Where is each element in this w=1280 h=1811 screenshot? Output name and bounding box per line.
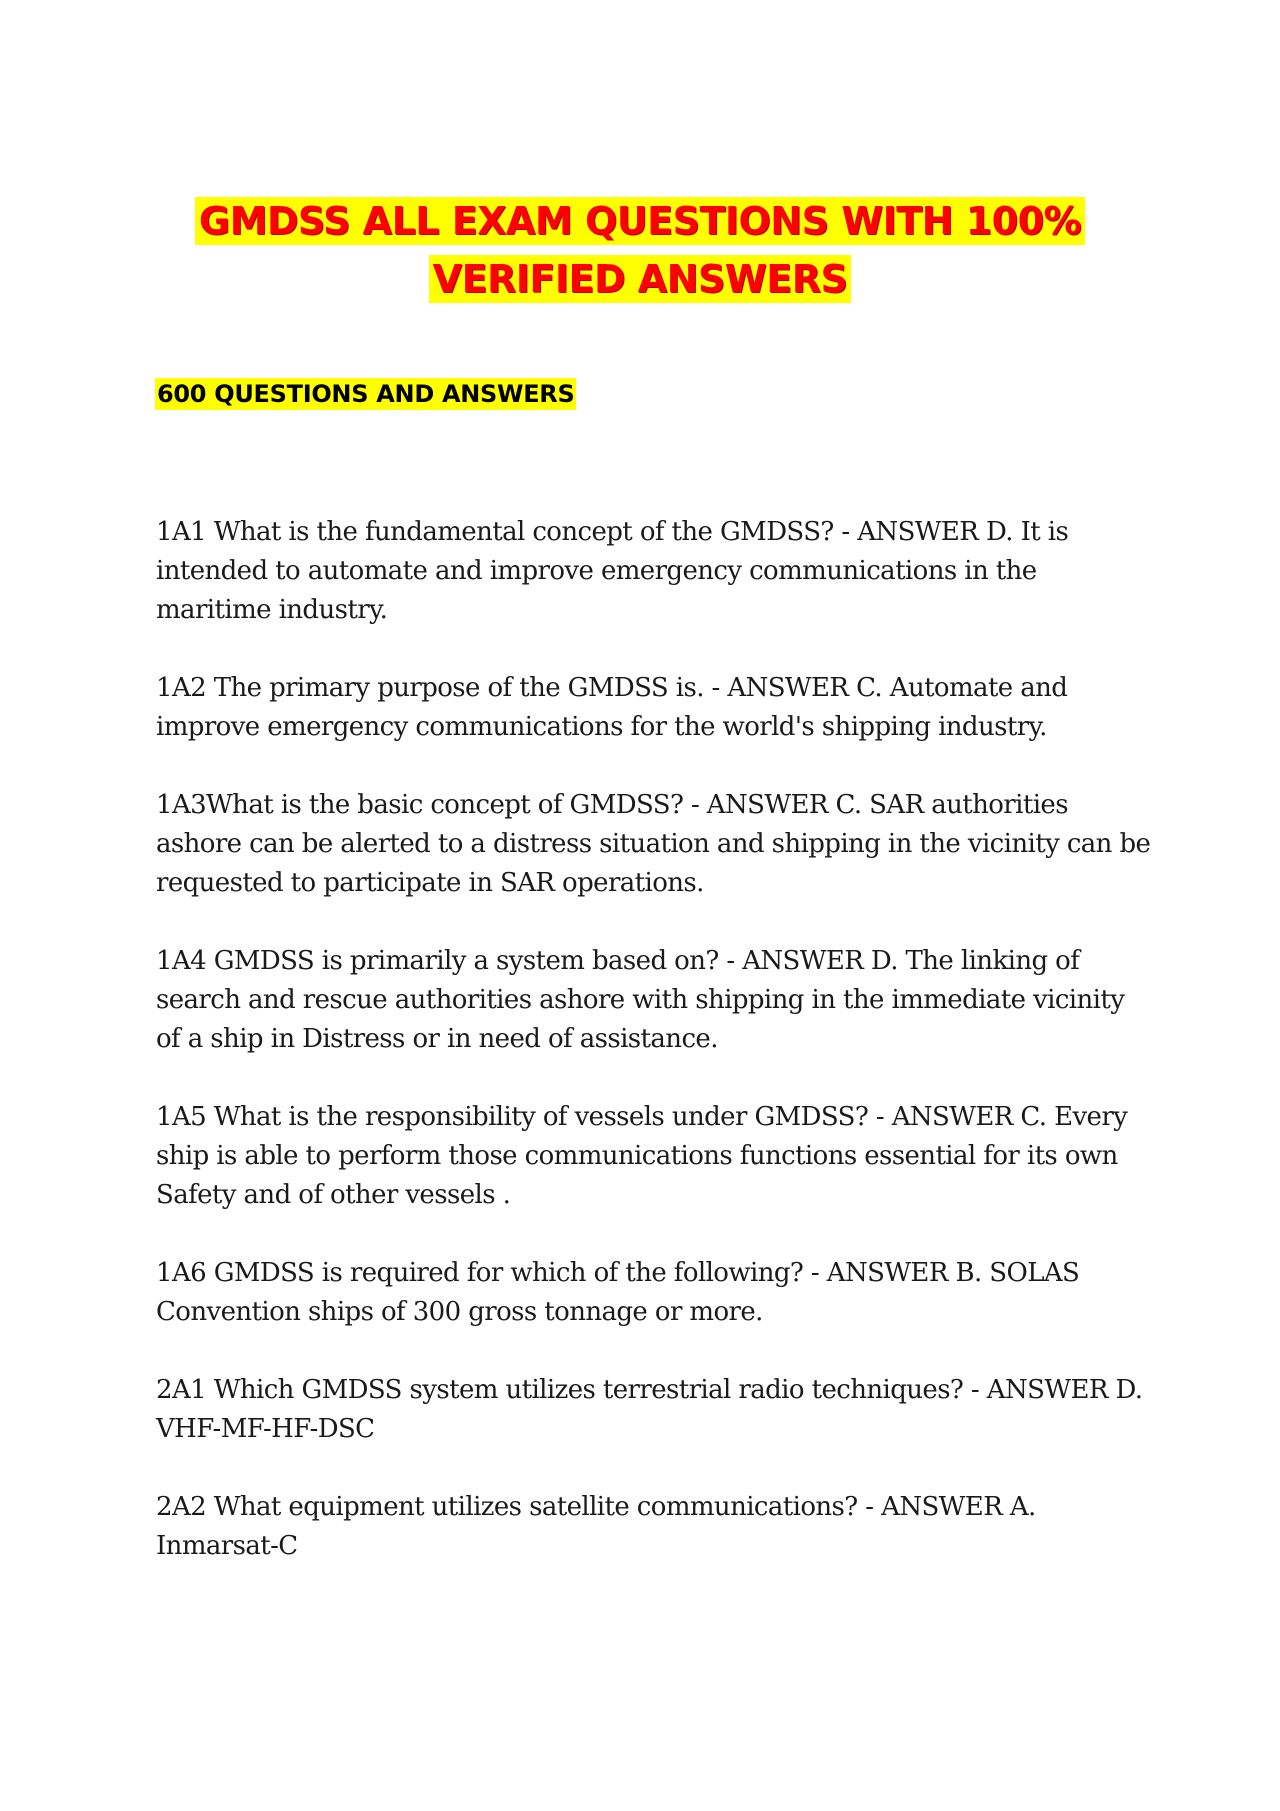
- qa-item-1a1: 1A1 What is the fundamental concept of the GMDSS? - ANSWER D. It is intended to automate and improve emergency communications in the maritime industry.: [156, 517, 1069, 625]
- qa-item-2a2: 2A2 What equipment utilizes satellite communications? - ANSWER A. Inmarsat-C: [156, 1492, 1036, 1561]
- qa-item-1a3: 1A3What is the basic concept of GMDSS? - ANSWER C. SAR authorities ashore can be alerted to a distress situation and shipping in the vicinity can be requested to participate in SAR operations.: [156, 790, 1151, 898]
- qa-item-1a6: 1A6 GMDSS is required for which of the following? - ANSWER B. SOLAS Convention ships of 300 gross tonnage or more.: [156, 1258, 1080, 1327]
- qa-item-2a1: 2A1 Which GMDSS system utilizes terrestrial radio techniques? - ANSWER D. VHF-MF-HF-DSC: [156, 1375, 1143, 1444]
- document-subtitle: [155, 374, 576, 414]
- document-title: [150, 192, 1130, 308]
- qa-item-1a4: 1A4 GMDSS is primarily a system based on? - ANSWER D. The linking of search and rescue authorities ashore with shipping in the immediate vicinity of a ship in Distress or in need of assistance.: [156, 946, 1125, 1054]
- document-subtitle-text: 600 QUESTIONS AND ANSWERS: [157, 380, 575, 408]
- qa-item-1a2: 1A2 The primary purpose of the GMDSS is. - ANSWER C. Automate and improve emergency communications for the world's shipping industry.: [156, 673, 1068, 742]
- qa-list: [156, 513, 1156, 1605]
- document-title-text: GMDSS ALL EXAM QUESTIONS WITH 100% VERIFIED ANSWERS: [195, 197, 1085, 303]
- qa-item-1a5: 1A5 What is the responsibility of vessels under GMDSS? - ANSWER C. Every ship is able to perform those communications functions essential for its own Safety and of other vessels .: [156, 1102, 1128, 1210]
